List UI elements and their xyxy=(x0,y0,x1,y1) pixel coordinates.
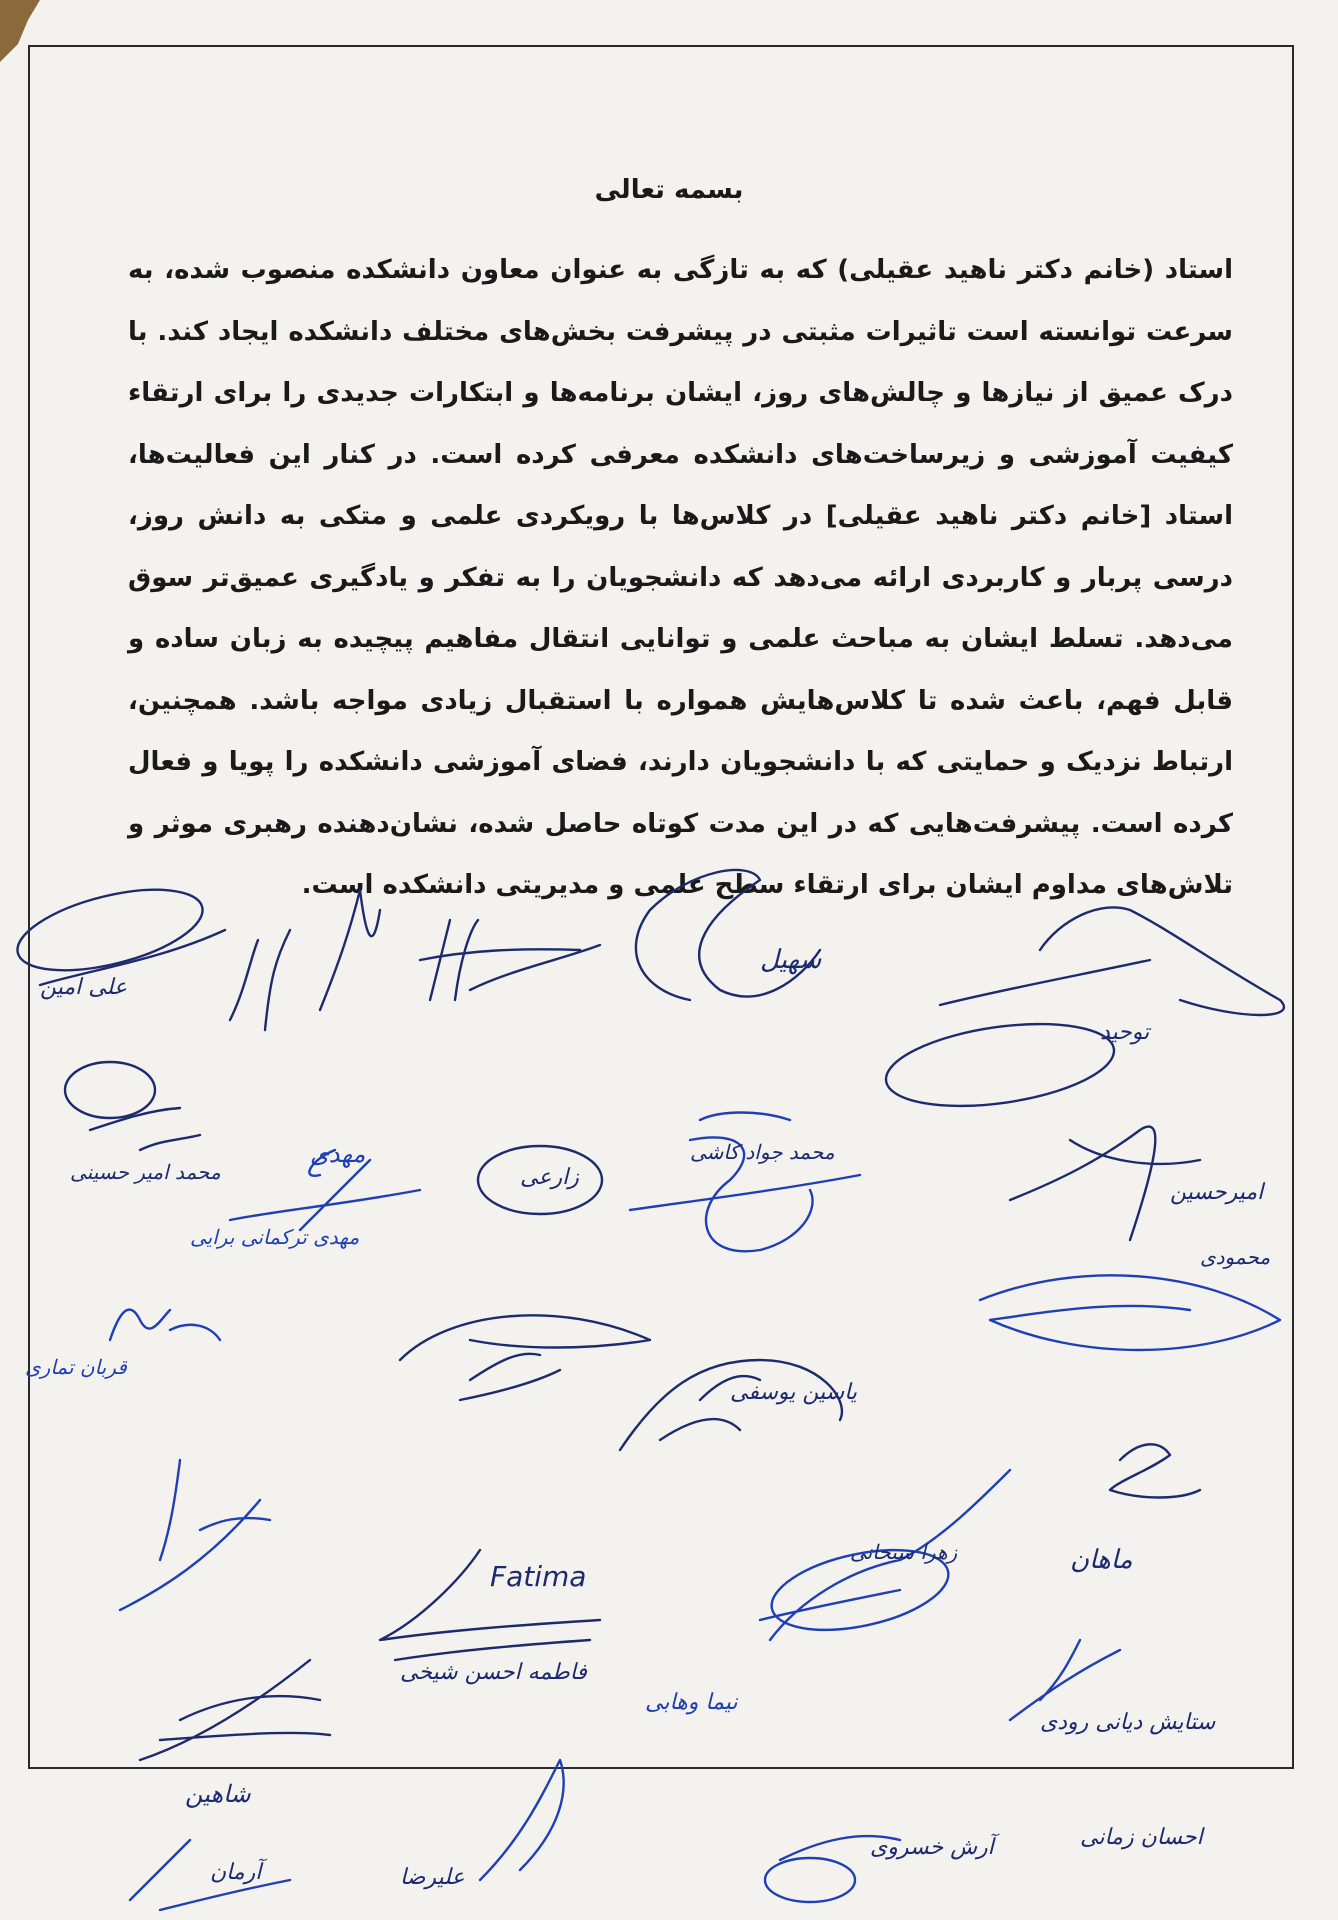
signature-6 xyxy=(65,1062,200,1150)
signature-13 xyxy=(980,1275,1280,1350)
signature-name: علی امین xyxy=(40,975,128,1000)
signature-21 xyxy=(480,1760,564,1880)
signature-name: مهدی ترکمانی برایی xyxy=(190,1225,360,1249)
signature-name: ماهان xyxy=(1070,1545,1133,1575)
signature-name: احسان زمانی xyxy=(1080,1825,1203,1850)
document-body: استاد (خانم دکتر ناهید عقیلی) که به تازگی به عنوان معاون دانشکده منصوب شده، به سرعت توانسته است تاثیرات مثبتی در پیشرفت بخش‌های مختلف دانشکده ایجاد کند. با درک عمیق از نیازها و چالش‌های روز، ایشان برنامه‌ها و ابتکارات جدیدی را برای ارتقاء کیفیت آموزشی و زیرساخت‌های دانشکده معرفی کرده است. در کنار این فعالیت‌ها، استاد [خانم دکتر ناهید عقیلی] در کلاس‌ها با رویکردی علمی و متکی به دانش روز، درسی پربار و کاربردی ارائه می‌دهد که دانشجویان را به تفکر و یادگیری عمیق‌تر سوق می‌دهد. تسلط ایشان به مباحث علمی و توانایی انتقال مفاهیم پیچیده به زبان ساده و قابل فهم، باعث شده تا کلاس‌هایش همواره با استقبال زیادی مواجه باشد. همچنین، ارتباط نزدیک و حمایتی که با دانشجویان دارند، فضای آموزشی دانشکده را پویا و فعال کرده است. پیشرفت‌هایی که در این مدت کوتاه حاصل شده، نشان‌دهنده رهبری موثر و تلاش‌های مداوم ایشان برای ارتقاء سطح علمی و مدیریتی دانشکده است. xyxy=(128,255,1233,900)
signature-name: محمد امیر حسینی xyxy=(70,1160,221,1184)
signature-9 xyxy=(630,1113,860,1252)
signature-1 xyxy=(10,874,225,986)
signature-name: امیرحسین xyxy=(1170,1180,1264,1205)
signature-name: Fatima xyxy=(490,1560,587,1593)
signature-4 xyxy=(636,870,820,1000)
signature-name: مهدی xyxy=(310,1140,366,1168)
signature-name: زارعی xyxy=(520,1165,579,1190)
signature-name: توحید xyxy=(1100,1020,1150,1045)
signature-19 xyxy=(140,1660,330,1760)
signature-name: ستایش دیانی رودی xyxy=(1040,1710,1216,1735)
signature-name: شاهین xyxy=(185,1780,251,1808)
signature-name: محمد جواد کاشی xyxy=(690,1140,835,1164)
signature-14 xyxy=(620,1360,842,1450)
signature-name: نیما وهابی xyxy=(645,1690,738,1715)
signature-name: قربان تماری xyxy=(25,1355,127,1379)
signature-15 xyxy=(120,1460,270,1610)
signature-11 xyxy=(110,1310,220,1340)
signature-name: آرش خسروی xyxy=(870,1835,994,1860)
signature-name: علیرضا xyxy=(400,1865,465,1890)
signature-5 xyxy=(881,907,1284,1118)
signature-name: محمودی xyxy=(1200,1245,1271,1269)
signature-2 xyxy=(230,890,380,1030)
signature-name: آرمان xyxy=(210,1860,262,1885)
signature-name: فاطمه احسن شیخی xyxy=(400,1660,587,1685)
signature-20 xyxy=(1010,1640,1120,1720)
signature-name: سهیل xyxy=(760,945,822,975)
signature-name: یاسین یوسفی xyxy=(730,1380,858,1405)
signature-name: زهرا سبحانی xyxy=(850,1540,958,1564)
document-title: بسمه تعالی xyxy=(594,175,744,205)
signature-3 xyxy=(420,920,600,1000)
signature-12 xyxy=(400,1315,650,1400)
signature-18 xyxy=(1110,1444,1200,1497)
